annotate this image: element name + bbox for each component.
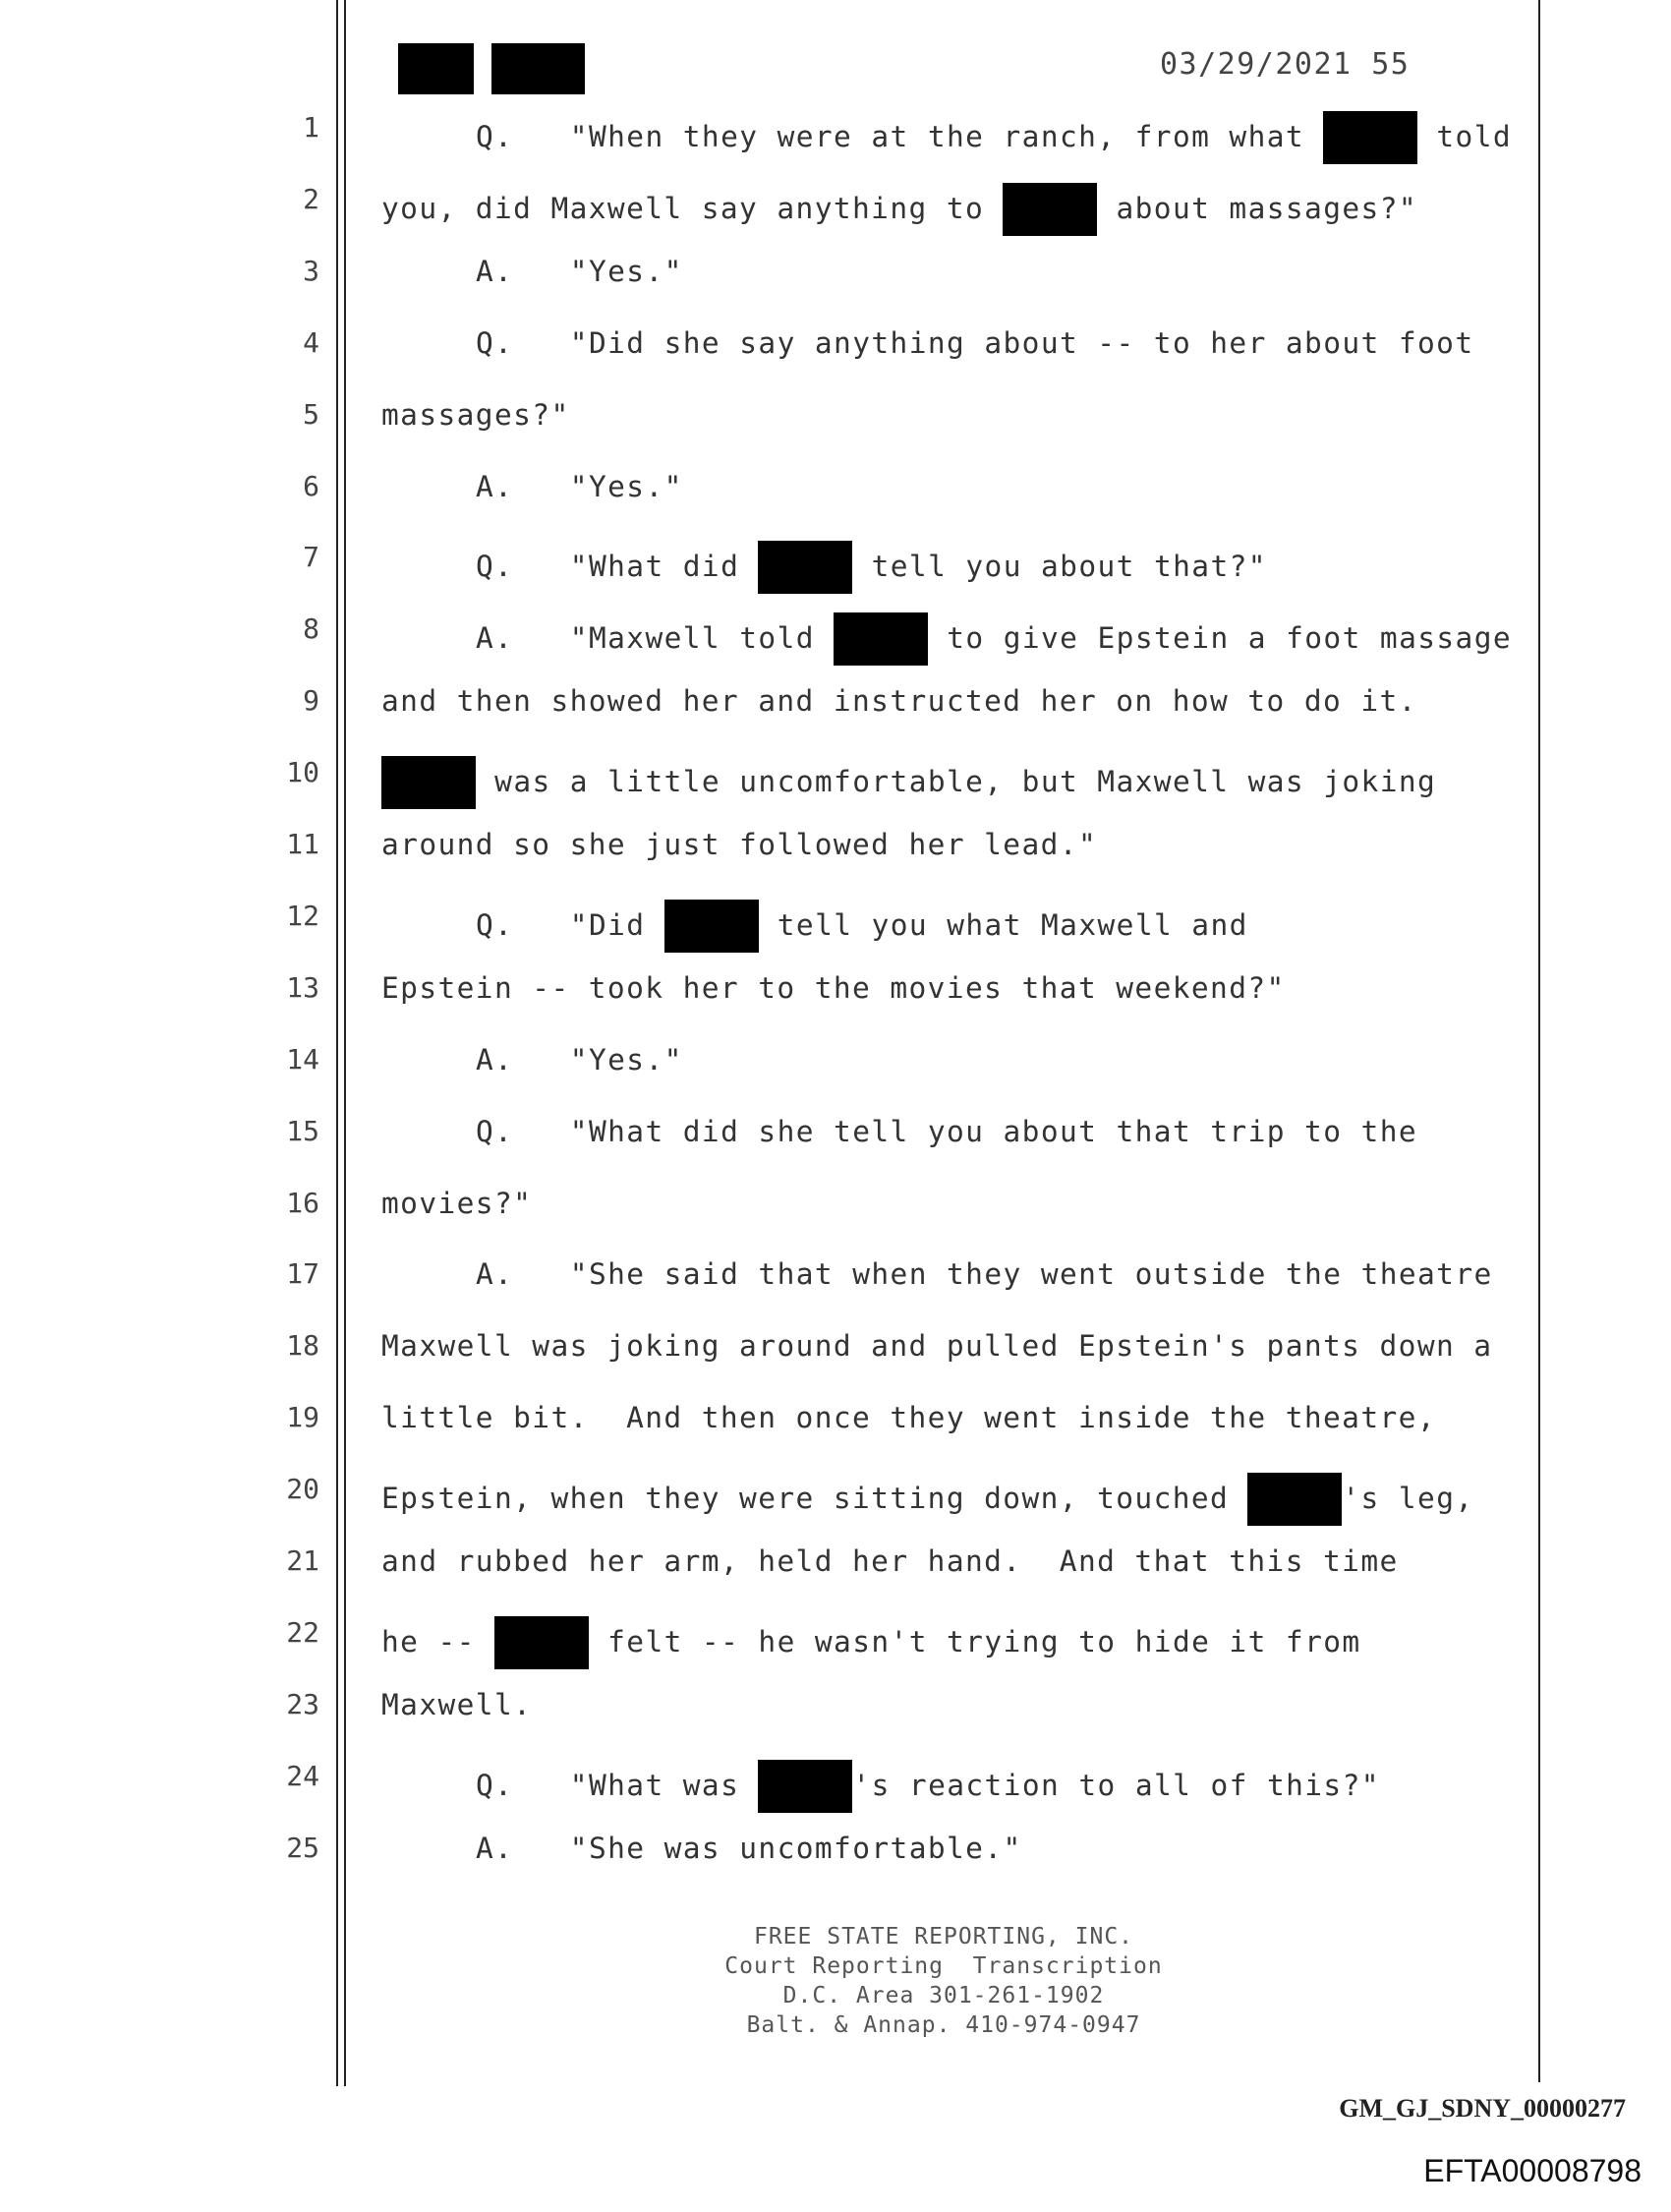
reporter-footer xyxy=(609,1922,1278,2040)
transcript-line xyxy=(0,326,1533,397)
line-text-segment: Q. "What did she tell you about that trip to the xyxy=(476,1114,1418,1148)
transcript-line xyxy=(0,1544,1533,1615)
line-text xyxy=(381,971,1286,1005)
transcript-line xyxy=(0,1401,1533,1472)
line-text xyxy=(381,1616,1361,1669)
transcript-line xyxy=(0,398,1533,469)
line-number: 3 xyxy=(303,254,319,287)
line-text-segment: around so she just followed her lead." xyxy=(381,828,1098,861)
header-redaction-1 xyxy=(398,43,474,94)
transcript-line xyxy=(0,1616,1533,1687)
line-text-segment: Q. "When they were at the ranch, from what xyxy=(476,120,1324,153)
transcript-line xyxy=(0,612,1533,683)
header-page-number: 55 xyxy=(1371,47,1411,82)
page-header xyxy=(1160,47,1410,82)
line-text-segment: he -- xyxy=(381,1624,494,1659)
line-text xyxy=(381,756,1436,809)
transcript-line xyxy=(0,1257,1533,1328)
line-text xyxy=(381,1473,1474,1526)
line-number: 10 xyxy=(286,756,319,789)
line-text xyxy=(476,326,1474,360)
line-number: 16 xyxy=(286,1186,319,1219)
redaction-box xyxy=(381,756,476,809)
line-text-segment: about massages?" xyxy=(1097,191,1418,225)
line-text xyxy=(381,684,1417,718)
line-text-segment: you, did Maxwell say anything to xyxy=(381,191,1004,225)
footer-balt-phone: Balt. & Annap. 410-974-0947 xyxy=(746,2012,1141,2038)
redaction-box xyxy=(1247,1473,1342,1526)
line-text-segment: Q. "What did xyxy=(476,550,759,584)
line-text xyxy=(476,612,1512,666)
line-text-segment: A. "Maxwell told xyxy=(476,621,835,656)
line-text-segment: massages?" xyxy=(381,397,570,432)
line-number: 14 xyxy=(286,1042,319,1076)
line-text-segment: and then showed her and instructed her on how to do it. xyxy=(381,684,1417,719)
line-text-segment: felt -- he wasn't trying to hide it from xyxy=(588,1624,1361,1659)
footer-services: Court Reporting Transcription xyxy=(724,1953,1163,1979)
line-number: 9 xyxy=(303,684,319,718)
line-number: 12 xyxy=(286,899,319,932)
line-number: 25 xyxy=(286,1831,319,1864)
transcript-line xyxy=(0,1688,1533,1759)
line-text xyxy=(476,900,1248,953)
line-number: 5 xyxy=(303,397,319,431)
line-text xyxy=(381,398,570,432)
line-text-segment: A. "Yes." xyxy=(476,1042,683,1077)
line-text xyxy=(476,541,1267,594)
line-number: 17 xyxy=(286,1257,319,1291)
line-number: 18 xyxy=(286,1329,319,1363)
line-number: 11 xyxy=(286,828,319,860)
line-text-segment: 's reaction to all of this?" xyxy=(852,1768,1380,1802)
line-text xyxy=(476,1832,1022,1865)
redaction-box xyxy=(758,1760,852,1813)
transcript-line xyxy=(0,756,1533,827)
line-text-segment: A. "She was uncomfortable." xyxy=(476,1831,1022,1865)
line-text xyxy=(381,1329,1492,1363)
transcript-line xyxy=(0,1832,1533,1902)
line-text-segment: to give Epstein a foot massage xyxy=(928,621,1513,656)
line-text xyxy=(476,1760,1380,1813)
line-text-segment: Maxwell was joking around and pulled Epstein's pants down a xyxy=(381,1329,1493,1364)
efta-number: EFTA00008798 xyxy=(1423,2153,1642,2188)
transcript-line xyxy=(0,684,1533,755)
transcript-line xyxy=(0,1115,1533,1186)
line-number: 20 xyxy=(286,1473,319,1506)
line-text xyxy=(476,1257,1493,1291)
line-text-segment: A. "Yes." xyxy=(476,254,683,288)
line-text xyxy=(381,828,1097,861)
redaction-box xyxy=(1003,183,1097,236)
line-text xyxy=(476,111,1512,164)
line-text xyxy=(381,1544,1399,1578)
bates-number: GM_GJ_SDNY_00000277 xyxy=(1339,2094,1626,2123)
line-number: 19 xyxy=(286,1401,319,1434)
line-number: 7 xyxy=(303,541,319,574)
transcript-line xyxy=(0,1043,1533,1114)
header-date: 03/29/2021 xyxy=(1160,47,1353,82)
footer-dc-phone: D.C. Area 301-261-1902 xyxy=(782,1983,1105,2008)
transcript-line xyxy=(0,255,1533,325)
line-text xyxy=(381,1401,1436,1434)
line-text-segment: tell you about that?" xyxy=(852,550,1267,584)
line-text-segment: Q. "What was xyxy=(476,1768,759,1802)
transcript-line xyxy=(0,111,1533,182)
line-text-segment: 's leg, xyxy=(1342,1482,1474,1516)
redaction-box xyxy=(494,1616,589,1669)
transcript-line xyxy=(0,828,1533,899)
transcript-line xyxy=(0,900,1533,970)
line-text-segment: A. "She said that when they went outside the theatre xyxy=(476,1257,1493,1292)
header-redaction-2 xyxy=(491,43,585,94)
line-number: 15 xyxy=(286,1114,319,1147)
transcript-line xyxy=(0,1760,1533,1831)
line-text xyxy=(476,1115,1417,1148)
line-text-segment: Maxwell. xyxy=(381,1687,533,1721)
line-text xyxy=(381,183,1417,236)
line-text-segment: and rubbed her arm, held her hand. And that this time xyxy=(381,1544,1399,1578)
line-number: 8 xyxy=(303,612,319,646)
line-text xyxy=(381,1187,532,1220)
redaction-box xyxy=(664,900,759,953)
line-text-segment: told xyxy=(1417,120,1513,153)
transcript-line xyxy=(0,1473,1533,1543)
line-text-segment: Epstein, when they were sitting down, touched xyxy=(381,1482,1248,1516)
line-text-segment: Q. "Did xyxy=(476,907,664,942)
transcript-line xyxy=(0,541,1533,611)
line-text-segment: Epstein -- took her to the movies that weekend?" xyxy=(381,970,1286,1005)
line-text-segment: little bit. And then once they went inside the theatre, xyxy=(381,1401,1436,1435)
line-text xyxy=(381,1688,532,1721)
right-margin-rule xyxy=(1538,0,1540,2082)
line-number: 4 xyxy=(303,325,319,359)
transcript-line xyxy=(0,183,1533,254)
line-text-segment: was a little uncomfortable, but Maxwell was joking xyxy=(476,765,1437,799)
redaction-box xyxy=(834,612,928,666)
line-number: 1 xyxy=(303,111,319,144)
line-text-segment: movies?" xyxy=(381,1186,533,1220)
line-text xyxy=(476,1043,683,1077)
transcript-line xyxy=(0,971,1533,1042)
line-text-segment: Q. "Did she say anything about -- to her about foot xyxy=(476,325,1474,360)
line-text xyxy=(476,470,683,503)
line-number: 2 xyxy=(303,182,319,215)
line-number: 23 xyxy=(286,1687,319,1720)
redaction-box xyxy=(758,541,852,594)
line-number: 21 xyxy=(286,1544,319,1577)
line-number: 6 xyxy=(303,469,319,502)
redaction-box xyxy=(1323,111,1417,164)
line-number: 22 xyxy=(286,1615,319,1649)
transcript-line xyxy=(0,470,1533,541)
line-text-segment: tell you what Maxwell and xyxy=(758,907,1248,942)
line-text xyxy=(476,255,683,288)
line-number: 24 xyxy=(286,1759,319,1792)
line-text-segment: A. "Yes." xyxy=(476,469,683,503)
footer-company: FREE STATE REPORTING, INC. xyxy=(753,1924,1134,1950)
line-number: 13 xyxy=(286,970,319,1004)
transcript-line xyxy=(0,1187,1533,1257)
transcript-line xyxy=(0,1329,1533,1400)
